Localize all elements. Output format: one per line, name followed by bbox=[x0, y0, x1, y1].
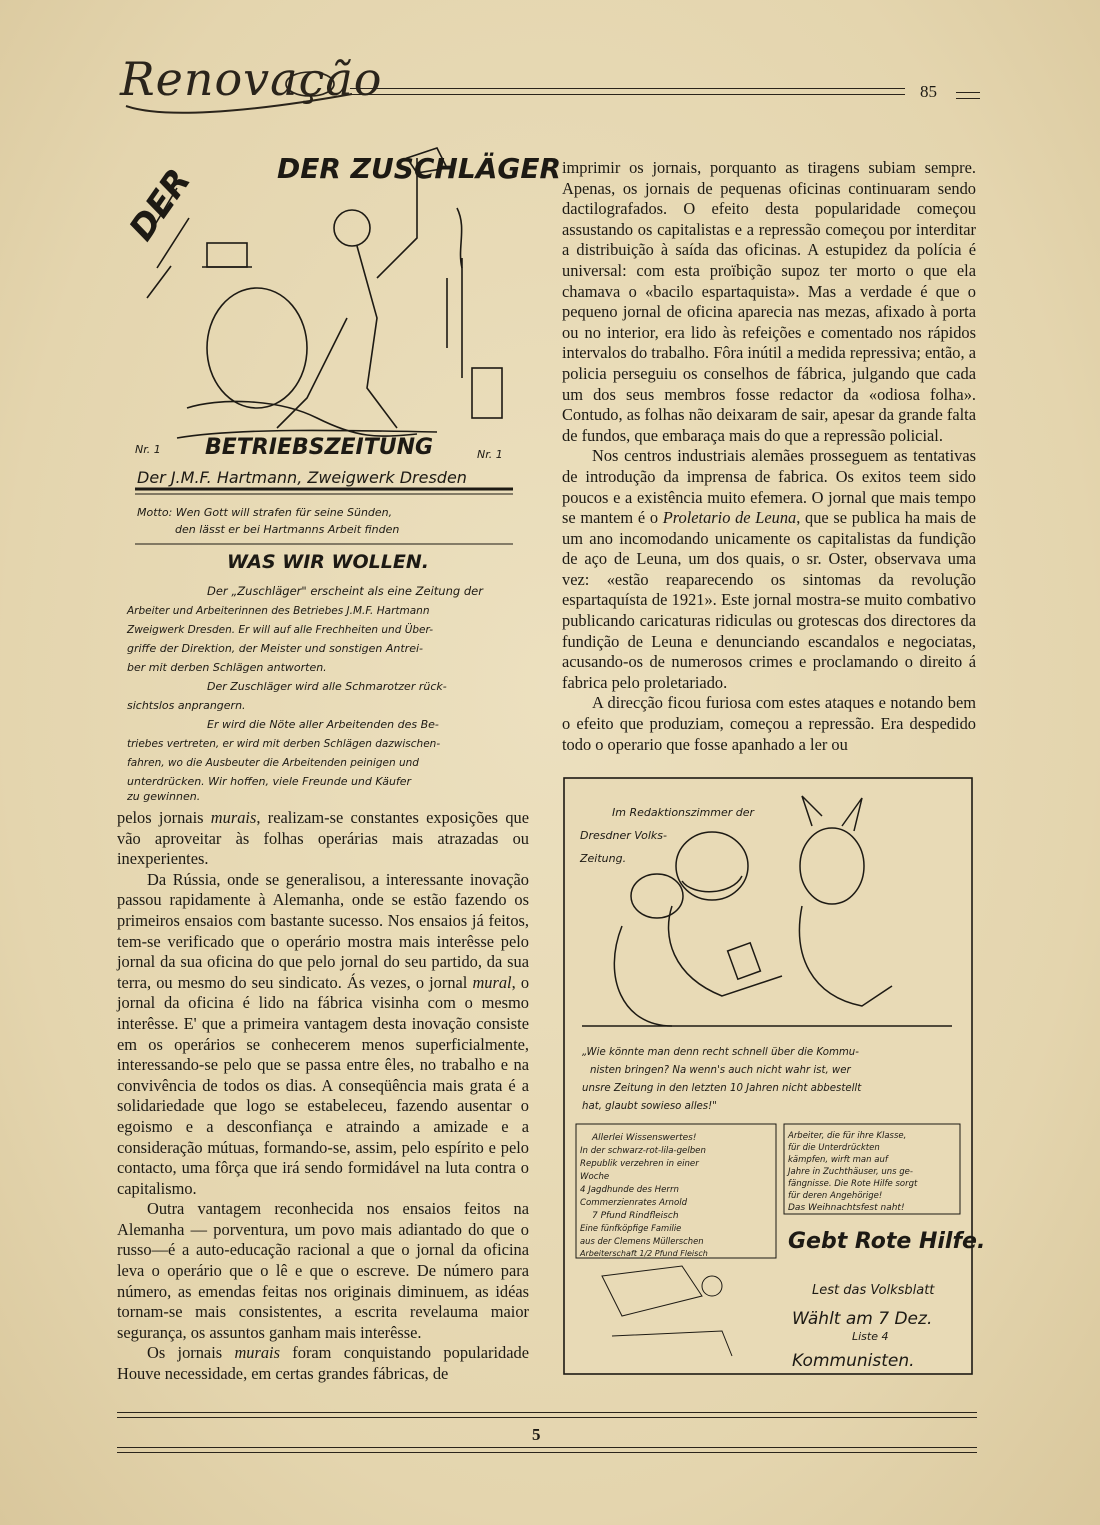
caption-line-3: Zeitung. bbox=[580, 852, 627, 865]
manifesto-line: Zweigwerk Dresden. Er will auf alle Frechheiten und Über- bbox=[127, 624, 434, 636]
masthead-title-zuschlaeger: DER ZUSCHLÄGER bbox=[277, 152, 562, 185]
manifesto-line: triebes vertreten, er wird mit derben Schlägen dazwischen- bbox=[127, 738, 441, 750]
issue-number-right: Nr. 1 bbox=[477, 448, 503, 461]
paragraph: Nos centros industriais alemães prosseguem as tentativas de introdução da imprensa de fabrica. Os exitos teem sido poucos e a existência muito efemera. O jornal que mais tempo se mantem é o Proletario de Leuna, que se publica ha mais de um ano incomodando unicamente os capitalistas da fundição de aço de Leuna, um dos quais, o sr. Oster, observava uma vez: «estão reaparecendo os sintomas da revolução espartaquísta de 1921». Este jornal mostra-se muito combativo publicando caricaturas ridiculas ou grotescas dos directores da fundição de Leuna e denunciando escandalos e negociatas, acusando-os de numerosos crimes e proclamando o direito á fabrica pelo proletariado. bbox=[562, 446, 976, 692]
sheet-number: 5 bbox=[532, 1425, 541, 1444]
manifesto-line: ber mit derben Schlägen antworten. bbox=[127, 661, 327, 674]
speech-line-3: unsre Zeitung in den letzten 10 Jahren nicht abbestellt bbox=[582, 1083, 862, 1094]
page-number: 85 bbox=[920, 82, 937, 101]
paragraph: A direcção ficou furiosa com estes ataques e notando bem o efeito que produziam, começou a repressão. Era despedido todo o operario que fosse apanhado a ler ou bbox=[562, 693, 976, 754]
facts-line: Woche bbox=[580, 1172, 610, 1182]
rote-hilfe-line: kämpfen, wirft man auf bbox=[788, 1155, 888, 1165]
manifesto-line: zu gewinnen. bbox=[127, 790, 201, 803]
paragraph: Outra vantagem reconhecida nos ensaios feitos na Alemanha — porventura, um povo mais adiantado do que o russo—é a auto-educação racional a que o jornal da oficina leva o operário que o lê e que o escreve. De número para número, as emendas feitas nos originais diminuem, as idéas tornam-se mais consistentes, a escrita revelauma maior segurança, os assuntos ganham mais interêsse. bbox=[117, 1199, 529, 1342]
paragraph: Da Rússia, onde se generalisou, a interessante inovação passou rapidamente à Alemanha, onde se estão fazendo os primeiros ensaios com bastante sucesso. Nos ensaios já feitos, tem-se verificado que o operário mostra mais interêsse pelo jornal da sua oficina do que pelo jornal do seu partido, da sua terra, ou mesmo do seu sindicato. Ás vezes, o jornal mural, o jornal da oficina é lido na fábrica visinha com o mesmo interêsse. E' que a primeira vantagem desta inovação consiste em os operários se conhecerem menos superficialmente, interessando-se pelo que se passa entre êles, no trabalho e na convivência de todos os dias. A conseqüência mais grata é a solidariedade que logo se estabeleceu, fazendo ausentar o egoismo e a desconfiança e atraindo a amizade e a consideração mútuas, formando-se, assim, pelo espírito e pelo contacto, uma fôrça que irá sendo formidável na luta contra o capitalismo. bbox=[117, 869, 530, 1198]
vote-line-4: Kommunisten. bbox=[792, 1351, 915, 1371]
manifesto-line: Er wird die Nöte aller Arbeitenden des Be- bbox=[207, 718, 439, 731]
facts-line: Commerzienrates Arnold bbox=[580, 1198, 688, 1208]
manifesto-line: sichtslos anprangern. bbox=[127, 699, 246, 712]
facts-line: Allerlei Wissenswertes! bbox=[592, 1133, 697, 1143]
facts-line: In der schwarz-rot-lila-gelben bbox=[580, 1146, 706, 1156]
vote-line-1: Lest das Volksblatt bbox=[812, 1283, 935, 1298]
paragraph: Os jornais murais foram conquistando popularidade Houve necessidade, em certas grandes fábricas, de bbox=[117, 1343, 529, 1384]
manifesto-text bbox=[126, 584, 484, 803]
facts-line: 4 Jagdhunde des Herrn bbox=[580, 1185, 679, 1195]
was-wir-wollen-heading: WAS WIR WOLLEN. bbox=[227, 551, 429, 573]
rote-hilfe-line: Das Weihnachtsfest naht! bbox=[788, 1203, 905, 1213]
header-rule-top bbox=[350, 88, 905, 89]
footer-rule-top-2 bbox=[117, 1417, 977, 1418]
manifesto-line: fahren, wo die Ausbeuter die Arbeitenden peinigen und bbox=[127, 757, 419, 769]
motto-line-1: Motto: Wen Gott will strafen für seine Sünden, bbox=[137, 506, 393, 519]
manifesto-line: Der Zuschläger wird alle Schmarotzer rück- bbox=[207, 680, 447, 693]
page-number-rule-bottom bbox=[956, 98, 980, 99]
speech-line-4: hat, glaubt sowieso alles!" bbox=[582, 1101, 717, 1112]
article-column-left bbox=[117, 808, 529, 1385]
facts-line: Eine fünfköpfige Familie bbox=[580, 1223, 682, 1233]
paragraph: imprimir os jornais, porquanto as tiragens subiam sempre. Apenas, os jornais de pequenas oficinas continuaram sendo dactilografados. O efeito desta popularidade começou assustando os capitalistas e a repressão começou por interditar a distribuição à saída das oficinas. A estupidez da polícia é universal: com esta proïbição supoz ter morto o que ela chamava o «bacilo espartaquista». Mas a verdade é que o pequeno jornal de oficina aparecia nas mezas, afixado à porta ou no interior, era lido às refeições e comentado nos rápidos intervalos do trabalho. Fôra inútil a medida repressiva; então, a policia perseguiu os conselhos de fábrica, julgando que cada um dos seus membros fosse redactor da «odiosa folha». Contudo, as folhas não deixaram de sair, apesar da grande falta de fundos, que embaraça mais do que a repressão policial. bbox=[562, 158, 976, 445]
rote-hilfe-line: Jahre in Zuchthäuser, uns ge- bbox=[788, 1167, 913, 1177]
header-rule-bottom bbox=[350, 94, 905, 95]
rote-hilfe-line: Arbeiter, die für ihre Klasse, bbox=[788, 1131, 907, 1141]
facts-line: 7 Pfund Rindfleisch bbox=[592, 1211, 679, 1221]
facsimile-redaktionszimmer-cartoon bbox=[562, 776, 986, 1376]
page-number-rule-top bbox=[956, 92, 980, 93]
cartoon-illustration bbox=[147, 148, 502, 438]
manifesto-line: Arbeiter und Arbeiterinnen des Betriebes J.M.F. Hartmann bbox=[127, 605, 430, 617]
footer-rule-top-1 bbox=[117, 1412, 977, 1413]
rote-hilfe-line: fängnisse. Die Rote Hilfe sorgt bbox=[788, 1179, 918, 1189]
publisher-line: Der J.M.F. Hartmann, Zweigwerk Dresden bbox=[137, 468, 467, 487]
footer-rule-bottom-1 bbox=[117, 1447, 977, 1448]
manifesto-line: Der „Zuschläger" erscheint als eine Zeitung der bbox=[207, 584, 483, 598]
footer-rule-bottom-2 bbox=[117, 1452, 977, 1453]
vote-line-2: Wählt am 7 Dez. bbox=[792, 1309, 933, 1329]
speech-line-1: „Wie könnte man denn recht schnell über die Kommu- bbox=[582, 1047, 859, 1058]
manifesto-line: griffe der Direktion, der Meister und sonstigen Antrei- bbox=[127, 642, 423, 655]
vote-line-3: Liste 4 bbox=[852, 1330, 889, 1343]
caption-line-1: Im Redaktionszimmer der bbox=[612, 806, 755, 819]
issue-number-left: Nr. 1 bbox=[135, 443, 161, 456]
manifesto-line: unterdrücken. Wir hoffen, viele Freunde und Käufer bbox=[127, 775, 412, 788]
facts-line: Republik verzehren in einer bbox=[580, 1159, 699, 1169]
facts-line: Arbeiterschaft 1/2 Pfund Fleisch bbox=[580, 1249, 708, 1258]
magazine-title: Renovação bbox=[120, 52, 383, 106]
facsimile-zuschlaeger-newspaper bbox=[117, 148, 562, 803]
betriebszeitung-heading: BETRIEBSZEITUNG bbox=[205, 435, 434, 460]
article-column-right bbox=[562, 158, 976, 755]
facts-line: aus der Clemens Müllerschen bbox=[580, 1236, 704, 1246]
masthead-title-der: DER bbox=[121, 161, 199, 249]
speech-line-2: nisten bringen? Na wenn's auch nicht wahr ist, wer bbox=[590, 1065, 851, 1076]
motto-line-2: den lässt er bei Hartmanns Arbeit finden bbox=[175, 523, 400, 536]
gebt-rote-hilfe-slogan: Gebt Rote Hilfe. bbox=[788, 1229, 986, 1254]
caption-line-2: Dresdner Volks- bbox=[580, 829, 667, 842]
masthead bbox=[120, 48, 980, 118]
rote-hilfe-line: für deren Angehörige! bbox=[788, 1191, 883, 1201]
rote-hilfe-line: für die Unterdrückten bbox=[788, 1143, 880, 1153]
paragraph: pelos jornais murais, realizam-se constantes exposições que vão aproveitar às folhas operárias mais atrazadas ou inexperientes. bbox=[117, 808, 529, 869]
